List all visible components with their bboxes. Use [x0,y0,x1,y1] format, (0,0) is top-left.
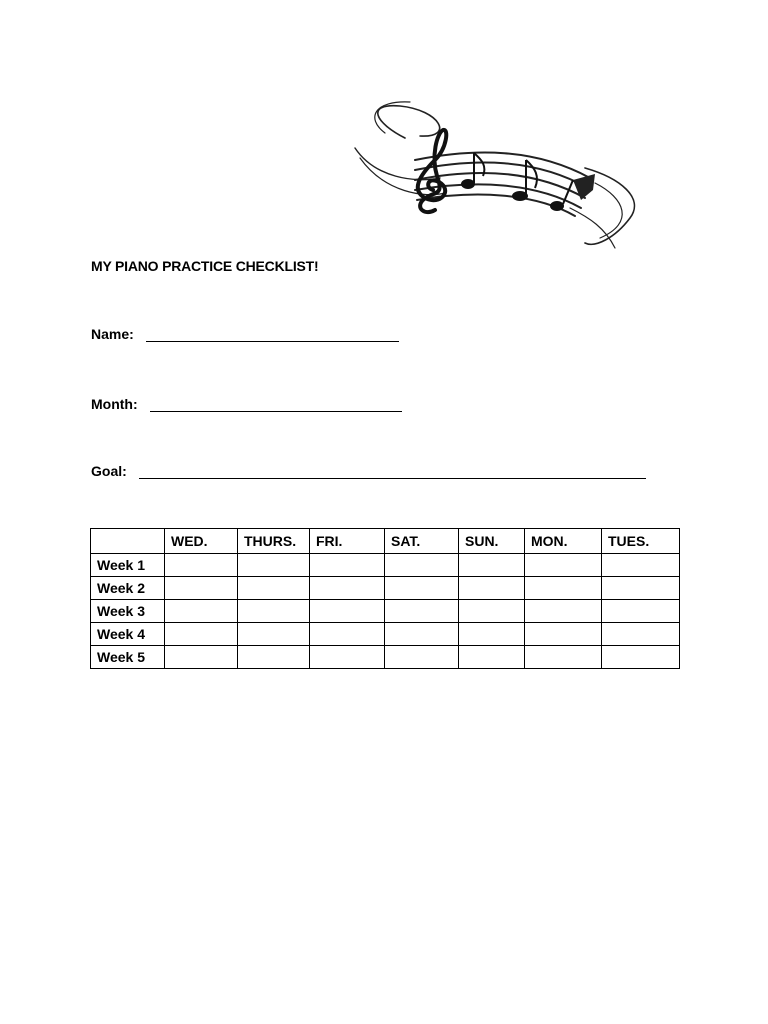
table-row [91,577,680,600]
checkbox-cell[interactable] [165,577,238,600]
table-header-cell: SAT. [385,529,459,554]
checkbox-cell[interactable] [459,623,525,646]
checkbox-cell[interactable] [602,646,680,669]
table-header-cell: WED. [165,529,238,554]
month-blank-line[interactable] [150,397,402,412]
table-row [91,623,680,646]
practice-table [90,528,680,669]
week-label: Week 4 [91,623,165,646]
name-blank-line[interactable] [146,327,399,342]
week-label: Week 2 [91,577,165,600]
goal-label: Goal: [91,463,127,479]
name-label: Name: [91,326,134,342]
checkbox-cell[interactable] [459,600,525,623]
week-label: Week 3 [91,600,165,623]
month-label: Month: [91,396,138,412]
checkbox-cell[interactable] [525,577,602,600]
checkbox-cell[interactable] [602,623,680,646]
checkbox-cell[interactable] [310,646,385,669]
checkbox-cell[interactable] [525,646,602,669]
goal-field [91,463,646,479]
table-header-cell: MON. [525,529,602,554]
checkbox-cell[interactable] [238,577,310,600]
checkbox-cell[interactable] [310,577,385,600]
checkbox-cell[interactable] [602,600,680,623]
checkbox-cell[interactable] [165,646,238,669]
table-header-cell [91,529,165,554]
checkbox-cell[interactable] [459,554,525,577]
checkbox-cell[interactable] [459,646,525,669]
table-row [91,554,680,577]
checkbox-cell[interactable] [525,623,602,646]
checkbox-cell[interactable] [310,623,385,646]
checkbox-cell[interactable] [385,600,459,623]
checkbox-cell[interactable] [310,554,385,577]
table-row [91,600,680,623]
checkbox-cell[interactable] [238,554,310,577]
table-header-cell: SUN. [459,529,525,554]
checkbox-cell[interactable] [385,646,459,669]
name-field [91,326,399,342]
week-label: Week 1 [91,554,165,577]
checkbox-cell[interactable] [238,646,310,669]
goal-blank-line[interactable] [139,464,646,479]
table-header-row [91,529,680,554]
checkbox-cell[interactable] [385,577,459,600]
checkbox-cell[interactable] [310,600,385,623]
table-header-cell: THURS. [238,529,310,554]
checkbox-cell[interactable] [385,554,459,577]
checkbox-cell[interactable] [602,554,680,577]
checkbox-cell[interactable] [602,577,680,600]
table-row [91,646,680,669]
month-field [91,396,402,412]
checkbox-cell[interactable] [459,577,525,600]
table-header-cell: TUES. [602,529,680,554]
checkbox-cell[interactable] [525,600,602,623]
checkbox-cell[interactable] [385,623,459,646]
checkbox-cell[interactable] [165,554,238,577]
page-title: MY PIANO PRACTICE CHECKLIST! [91,258,319,274]
checkbox-cell[interactable] [525,554,602,577]
checkbox-cell[interactable] [238,623,310,646]
checkbox-cell[interactable] [165,600,238,623]
checkbox-cell[interactable] [165,623,238,646]
table-header-cell: FRI. [310,529,385,554]
music-notes-staff-icon [345,98,645,253]
checkbox-cell[interactable] [238,600,310,623]
week-label: Week 5 [91,646,165,669]
